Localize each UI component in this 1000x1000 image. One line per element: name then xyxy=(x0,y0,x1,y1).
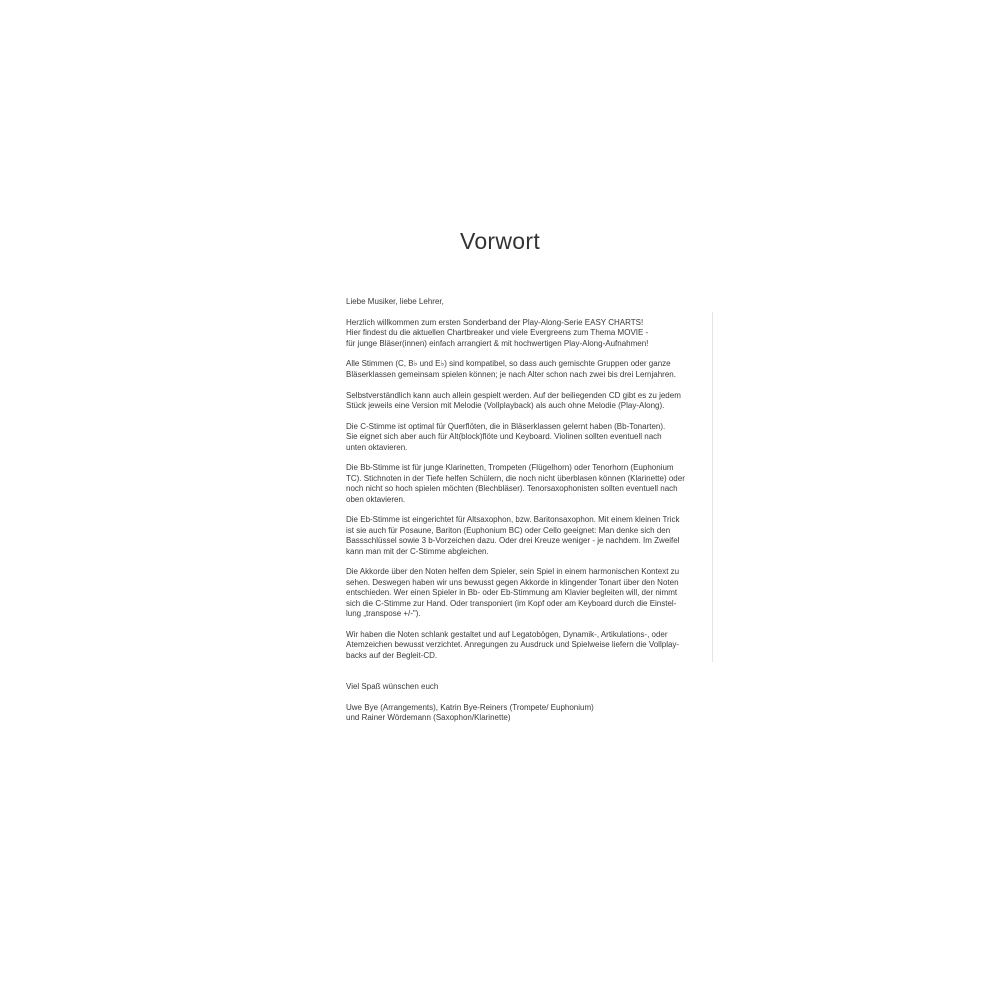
signature xyxy=(346,703,691,724)
page-edge-divider xyxy=(712,312,713,662)
paragraph-line: sehen. Deswegen haben wir uns bewusst gegen Akkorde in klingender Tonart über den Noten xyxy=(346,577,679,587)
paragraph-line: Alle Stimmen (C, B♭ und E♭) sind kompatibel, so dass auch gemischte Gruppen oder ganze xyxy=(346,359,671,369)
foreword-paragraph xyxy=(346,422,691,453)
paragraph-line: TC). Stichnoten in der Tiefe helfen Schülern, die noch nicht überblasen können (Klarinette) oder xyxy=(346,473,685,483)
paragraph-line: noch nicht so hoch spielen möchten (Blechbläser). Tenorsaxophonisten sollten eventuell nach xyxy=(346,484,678,494)
paragraph-line: entschieden. Wer einen Spieler in Bb- oder Eb-Stimmung am Klavier begleiten will, der nimmt xyxy=(346,588,678,598)
paragraph-line: Bläserklassen gemeinsam spielen können; je nach Alter schon nach zwei bis drei Lernjahren. xyxy=(346,369,676,379)
paragraph-line: unten oktavieren. xyxy=(346,442,408,452)
foreword-paragraph xyxy=(346,515,691,557)
closing-line: Viel Spaß wünschen euch xyxy=(346,681,439,691)
foreword-paragraph xyxy=(346,359,691,380)
paragraph-line: Bassschlüssel sowie 3 b-Vorzeichen dazu. Oder drei Kreuze weniger - je nachdem. Im Zweifel xyxy=(346,536,680,546)
foreword-paragraph xyxy=(346,463,691,505)
paragraph-line: Hier findest du die aktuellen Chartbreaker und viele Evergreens zum Thema MOVIE - xyxy=(346,328,649,338)
spacer xyxy=(346,671,691,681)
foreword-paragraph xyxy=(346,318,691,349)
page-title: Vorwort xyxy=(459,228,541,254)
paragraph-line: lung „transpose +/-"). xyxy=(346,609,421,619)
paragraph-line: Sie eignet sich aber auch für Alt(block)flöte und Keyboard. Violinen sollten eventuell nach xyxy=(346,432,662,442)
paragraph-line: für junge Bläser(innen) einfach arrangiert & mit hochwertigen Play-Along-Aufnahmen! xyxy=(346,338,649,348)
paragraph-line: ist sie auch für Posaune, Bariton (Euphonium BC) oder Cello geeignet: Man denke sich den xyxy=(346,525,671,535)
signature-line: und Rainer Wördemann (Saxophon/Klarinette) xyxy=(346,713,511,723)
paragraph-line: kann man mit der C-Stimme abgleichen. xyxy=(346,546,489,556)
paragraph-line: Stück jeweils eine Version mit Melodie (Vollplayback) als auch ohne Melodie (Play-Along). xyxy=(346,401,665,411)
foreword-body xyxy=(346,297,691,734)
paragraph-line: Wir haben die Noten schlank gestaltet und auf Legatobögen, Dynamik-, Artikulations-, oder xyxy=(346,629,668,639)
foreword-paragraph xyxy=(346,630,691,661)
paragraph-line: Herzlich willkommen zum ersten Sonderband der Play-Along-Serie EASY CHARTS! xyxy=(346,317,644,327)
signature-line: Uwe Bye (Arrangements), Katrin Bye-Reiners (Trompete/ Euphonium) xyxy=(346,702,594,712)
foreword-paragraph xyxy=(346,567,691,619)
paragraph-line: backs auf der Begleit-CD. xyxy=(346,650,438,660)
paragraph-line: sich die C-Stimme zur Hand. Oder transponiert (im Kopf oder am Keyboard durch die Einstel- xyxy=(346,598,677,608)
foreword-paragraphs xyxy=(346,318,691,661)
foreword-paragraph xyxy=(346,391,691,412)
paragraph-line: Atemzeichen bewusst verzichtet. Anregungen zu Ausdruck und Spielweise liefern die Vollplay- xyxy=(346,640,680,650)
paragraph-line: Die Bb-Stimme ist für junge Klarinetten, Trompeten (Flügelhorn) oder Tenorhorn (Euphonium xyxy=(346,463,674,473)
salutation: Liebe Musiker, liebe Lehrer, xyxy=(346,297,444,306)
paragraph-line: oben oktavieren. xyxy=(346,494,406,504)
paragraph-line: Selbstverständlich kann auch allein gespielt werden. Auf der beiliegenden CD gibt es zu jedem xyxy=(346,390,681,400)
paragraph-line: Die Eb-Stimme ist eingerichtet für Altsaxophon, bzw. Baritonsaxophon. Mit einem kleinen Trick xyxy=(346,515,680,525)
paragraph-line: Die C-Stimme ist optimal für Querflöten, die in Bläserklassen gelernt haben (Bb-Tonarten). xyxy=(346,421,666,431)
paragraph-line: Die Akkorde über den Noten helfen dem Spieler, sein Spiel in einem harmonischen Kontext zu xyxy=(346,567,680,577)
